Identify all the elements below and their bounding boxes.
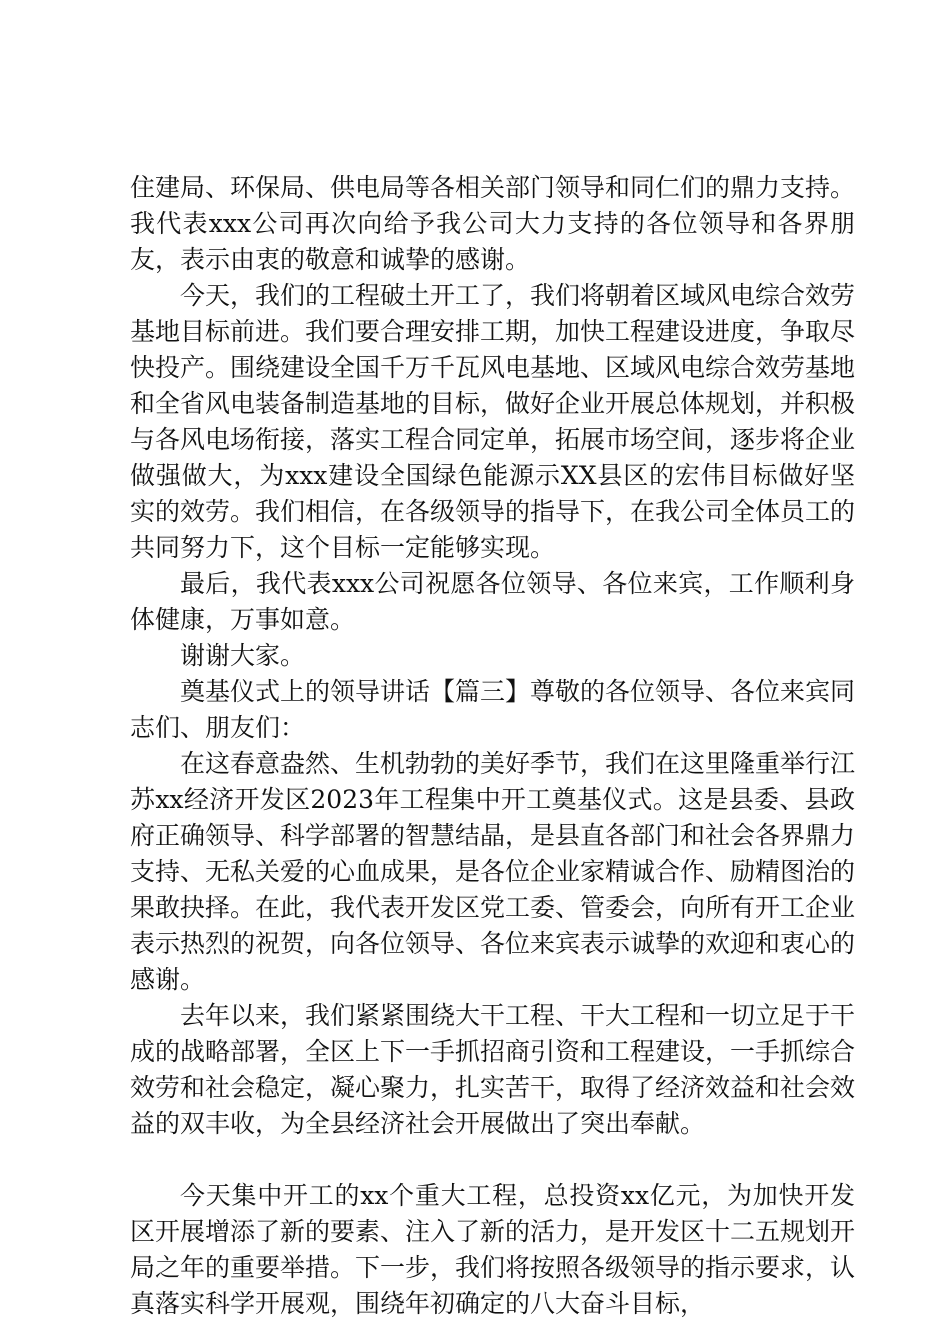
- paragraph-ceremony-opening: 在这春意盎然、生机勃勃的美好季节，我们在这里隆重举行江苏xx经济开发区2023年工程集中开工奠基仪式。这是县委、县政府正确领导、科学部署的智慧结晶，是县直各部门和社会各界鼎力支持、无私关爱的心血成果，是各位企业家精诚合作、励精图治的果敢抉择。在此，我代表开发区党工委、管委会，向所有开工企业表示热烈的祝贺，向各位领导、各位来宾表示诚挚的欢迎和衷心的感谢。: [130, 749, 856, 994]
- paragraph-section-three-heading: 奠基仪式上的领导讲话【篇三】尊敬的各位领导、各位来宾同志们、朋友们：: [130, 677, 856, 742]
- document-body: [130, 170, 855, 1322]
- paragraph-thanks-departments: 住建局、环保局、供电局等各相关部门领导和同仁们的鼎力支持。我代表xxx公司再次向给予我公司大力支持的各位领导和各界朋友，表示由衷的敬意和诚挚的感谢。: [130, 173, 856, 274]
- paragraph-thank-you: 谢谢大家。: [180, 641, 306, 670]
- paragraph-today-projects: 今天集中开工的xx个重大工程，总投资xx亿元，为加快开发区开展增添了新的要素、注入了新的活力，是开发区十二五规划开局之年的重要举措。下一步，我们将按照各级领导的指示要求，认真落实科学开展观，围绕年初确定的八大奋斗目标，: [130, 1181, 856, 1318]
- paragraph-last-year: 去年以来，我们紧紧围绕大干工程、干大工程和一切立足于干成的战略部署，全区上下一手抓招商引资和工程建设，一手抓综合效劳和社会稳定，凝心聚力，扎实苦干，取得了经济效益和社会效益的双丰收，为全县经济社会开展做出了突出奉献。: [130, 1001, 856, 1138]
- paragraph-best-wishes: 最后，我代表xxx公司祝愿各位领导、各位来宾，工作顺利身体健康，万事如意。: [130, 569, 855, 634]
- paragraph-gap: [130, 1142, 855, 1178]
- paragraph-project-groundbreaking: 今天，我们的工程破土开工了，我们将朝着区域风电综合效劳基地目标前进。我们要合理安排工期，加快工程建设进度，争取尽快投产。围绕建设全国千万千瓦风电基地、区域风电综合效劳基地和全省风电装备制造基地的目标，做好企业开展总体规划，并积极与各风电场衔接，落实工程合同定单，拓展市场空间，逐步将企业做强做大，为xxx建设全国绿色能源示XX县区的宏伟目标做好坚实的效劳。我们相信，在各级领导的指导下，在我公司全体员工的共同努力下，这个目标一定能够实现。: [130, 281, 856, 562]
